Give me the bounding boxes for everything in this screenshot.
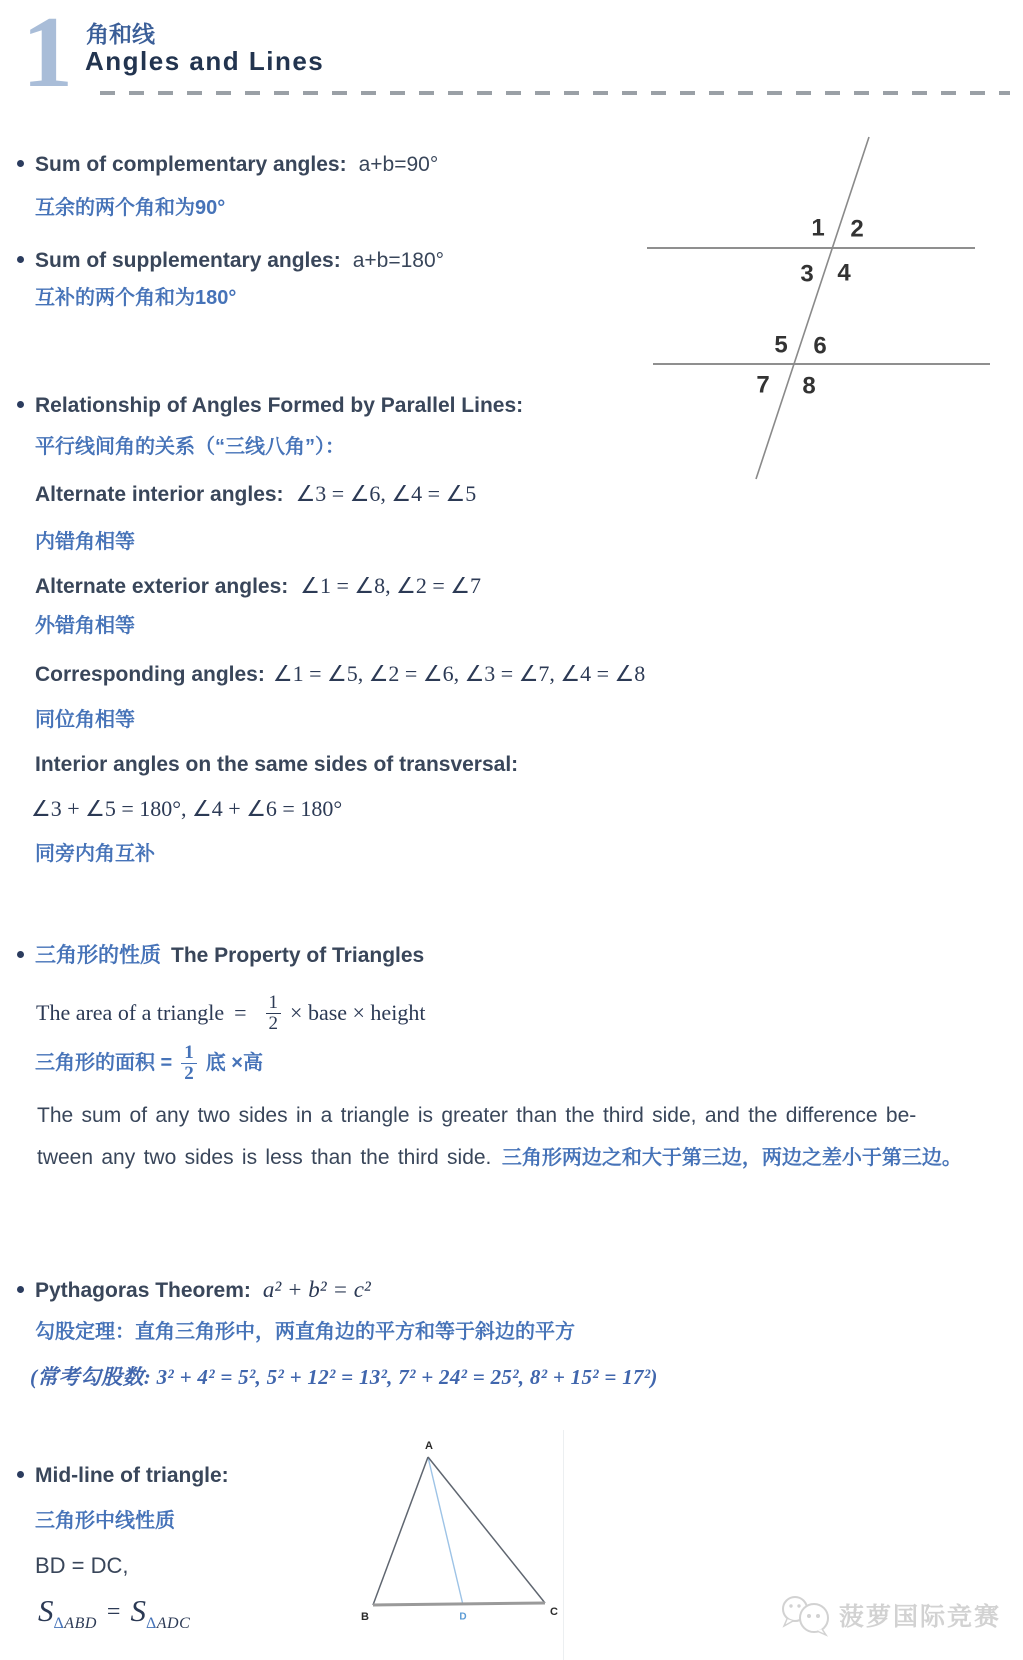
section-title-zh: 角和线 (86, 21, 155, 47)
bullet-midline (17, 1463, 229, 1491)
midline-bd-dc: BD = DC, (35, 1553, 129, 1578)
area-formula-zh (35, 1043, 263, 1084)
bullet-icon (17, 1471, 24, 1478)
side-ab (373, 1457, 428, 1605)
one-half-fraction: $\frac{1}{2}$ (266, 993, 282, 1034)
corresponding-zh: 同位角相等 (35, 709, 135, 731)
vertex-label-b: B (361, 1611, 369, 1623)
alternate-interior-math: ∠3 = ∠6, ∠4 = ∠5 (295, 481, 477, 506)
area-prefix: The area of a triangle (36, 1000, 225, 1026)
angle-label-7: 7 (756, 371, 770, 399)
alternate-interior-zh: 内错角相等 (35, 531, 135, 553)
base-bc (373, 1603, 545, 1605)
s-symbol: S (130, 1593, 146, 1628)
triangle-property-en: The Property of Triangles (171, 944, 425, 967)
same-side-math-line: ∠3 + ∠5 = 180°, ∠4 + ∠6 = 180° (31, 796, 343, 821)
supplementary-label: Sum of supplementary angles: (35, 249, 341, 272)
bullet-icon (17, 951, 24, 958)
alternate-exterior-math: ∠1 = ∠8, ∠2 = ∠7 (300, 573, 481, 598)
delta-icon: Δ (145, 1615, 157, 1632)
corresponding-line (35, 661, 645, 690)
complementary-formula: a+b=90° (358, 153, 439, 176)
delta-icon: Δ (53, 1615, 65, 1632)
alternate-exterior-label: Alternate exterior angles: (35, 575, 289, 598)
angle-label-5: 5 (774, 331, 788, 359)
header-divider (100, 91, 1010, 95)
angle-label-8: 8 (802, 372, 816, 400)
supplementary-zh: 互补的两个角和为180° (35, 287, 237, 309)
equals-sign: = (234, 1000, 247, 1026)
triangle-median-figure (330, 1360, 610, 1660)
equals-sign: = (106, 1599, 121, 1625)
same-side-label-line: Interior angles on the same sides of transversal: (35, 753, 519, 776)
angle-label-4: 4 (837, 259, 851, 287)
midline-label: Mid-line of triangle: (35, 1464, 229, 1487)
one-half-fraction: $\frac{1}{2}$ (181, 1043, 197, 1084)
midpoint-label-d: D (459, 1611, 467, 1623)
bullet-icon (17, 1286, 24, 1293)
pythagoras-formula: a² + b² = c² (262, 1277, 371, 1302)
corresponding-math: ∠1 = ∠5, ∠2 = ∠6, ∠3 = ∠7, ∠4 = ∠8 (272, 661, 646, 686)
midline-zh: 三角形中线性质 (35, 1510, 175, 1532)
sides-line2-zh: 三角形两边之和大于第三边，两边之差小于第三边。 (501, 1147, 962, 1169)
bullet-supplementary (17, 248, 444, 276)
s-symbol: S (38, 1593, 54, 1628)
triangle-sides-line1: The sum of any two sides in a triangle is greater than the third side, and the difference be- (37, 1104, 917, 1127)
triangle-property-zh: 三角形的性质 (35, 944, 161, 967)
complementary-label: Sum of complementary angles: (35, 153, 347, 176)
angle-label-3: 3 (800, 260, 814, 288)
bullet-icon (17, 256, 24, 263)
alternate-exterior-zh: 外错角相等 (35, 615, 135, 637)
alternate-interior-label: Alternate interior angles: (35, 483, 284, 506)
alternate-exterior-line (35, 573, 481, 602)
corresponding-label: Corresponding angles: (35, 663, 265, 686)
area-zh-prefix: 三角形的面积 = (35, 1052, 173, 1075)
parallel-relationship-zh: 平行线间角的关系（“三线八角”）： (35, 436, 345, 458)
complementary-zh: 互余的两个角和为90° (35, 197, 226, 219)
section-title-en: Angles and Lines (85, 46, 325, 76)
supplementary-formula: a+b=180° (352, 249, 445, 272)
parallel-relationship-label: Relationship of Angles Formed by Parallel Lines: (35, 394, 524, 417)
pythagoras-examples: (常考勾股数: 3² + 4² = 5², 5² + 12² = 13², 7² + 24² = 25², 8² + 15² = 17²) (30, 1365, 658, 1389)
angle-label-6: 6 (813, 332, 827, 360)
area-zh-suffix: 底 ×高 (205, 1052, 263, 1075)
bullet-parallel-relationship (17, 393, 523, 421)
transversal-line (756, 137, 869, 479)
parallel-lines-diagram (600, 120, 1010, 490)
angle-label-2: 2 (850, 215, 864, 243)
pythagoras-label: Pythagoras Theorem: (35, 1279, 251, 1302)
triangle-sides-line2 (37, 1145, 962, 1173)
pythagoras-zh: 勾股定理：直角三角形中，两直角边的平方和等于斜边的平方 (35, 1321, 575, 1343)
midline-area-equality (38, 1593, 191, 1637)
bullet-icon (17, 401, 24, 408)
bullet-icon (17, 160, 24, 167)
watermark-text: 菠萝国际竞赛 (839, 1603, 1002, 1631)
vertex-label-c: C (550, 1606, 558, 1618)
bullet-complementary (17, 152, 438, 180)
section-number: 1 (22, 0, 73, 109)
angle-label-1: 1 (811, 214, 825, 242)
bullet-pythagoras (17, 1277, 371, 1306)
sides-line2-en: tween any two sides is less than the third side. (37, 1146, 492, 1169)
watermark (779, 1592, 1001, 1638)
chat-bubbles-icon (779, 1592, 833, 1638)
area-suffix: × base × height (290, 1000, 426, 1026)
same-side-zh: 同旁内角互补 (35, 843, 155, 865)
area-formula-en (36, 993, 425, 1034)
sub-abd: ABD (64, 1615, 97, 1632)
vertex-label-a: A (425, 1440, 433, 1452)
bullet-triangle-property (17, 943, 424, 971)
alternate-interior-line (35, 481, 476, 510)
sub-adc: ADC (156, 1615, 191, 1632)
